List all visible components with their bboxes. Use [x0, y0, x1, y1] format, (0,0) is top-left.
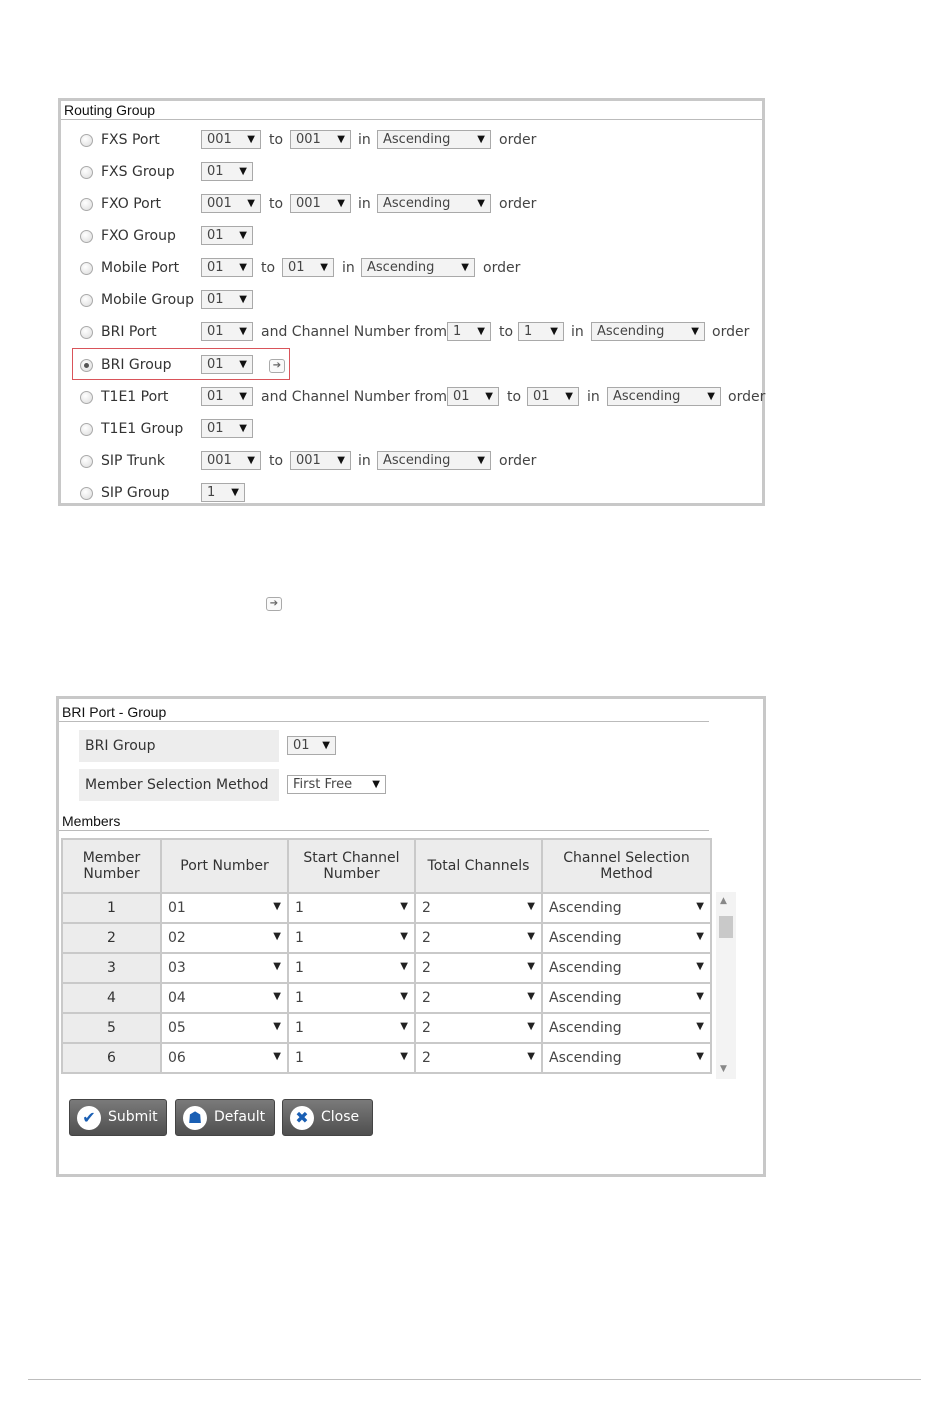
routing-row-bri-port [61, 321, 768, 345]
dropdown-arrow-icon: ▼ [273, 1051, 281, 1062]
total-channels-cell[interactable]: 2 ▼ [415, 953, 542, 983]
total-channels-cell[interactable]: 2 ▼ [415, 983, 542, 1013]
divider [61, 119, 762, 120]
in-text: in [342, 260, 355, 276]
row-label: BRI Port [101, 324, 157, 340]
port-select[interactable]: 01 ▼ [201, 387, 253, 406]
dropdown-arrow-icon: ▼ [691, 326, 699, 337]
member-selection-method-select[interactable]: First Free ▼ [287, 775, 386, 794]
dropdown-arrow-icon: ▼ [231, 487, 239, 498]
row-label: FXS Port [101, 132, 160, 148]
dropdown-arrow-icon: ▼ [239, 359, 247, 370]
from-select[interactable]: 001 ▼ [201, 194, 261, 213]
group-select[interactable]: 01 ▼ [201, 162, 253, 181]
row-label: SIP Group [101, 485, 170, 501]
radio-fxs-group[interactable] [80, 166, 93, 179]
members-table [61, 838, 712, 1074]
port-number-cell[interactable]: 03 ▼ [161, 953, 288, 983]
dropdown-arrow-icon: ▼ [527, 961, 535, 972]
channel-to-select[interactable]: 01 ▼ [527, 387, 579, 406]
row-label: BRI Group [101, 357, 172, 373]
routing-row-fxs-group [61, 161, 768, 185]
dropdown-arrow-icon: ▼ [477, 134, 485, 145]
dropdown-arrow-icon: ▼ [477, 455, 485, 466]
in-text: in [358, 453, 371, 469]
start-channel-cell[interactable]: 1 ▼ [288, 1013, 415, 1043]
bri-group-label: BRI Group [79, 730, 279, 762]
start-channel-cell[interactable]: 1 ▼ [288, 1043, 415, 1073]
row-label: FXS Group [101, 164, 175, 180]
routing-row-mobile-port [61, 257, 768, 281]
default-button[interactable]: ☗ Default [175, 1099, 275, 1136]
dropdown-arrow-icon: ▼ [239, 262, 247, 273]
to-text: to [499, 324, 514, 340]
table-row [62, 953, 711, 983]
order-select[interactable]: Ascending ▼ [377, 130, 491, 149]
radio-t1e1-port[interactable] [80, 391, 93, 404]
in-text: in [358, 132, 371, 148]
footer-divider [28, 1379, 921, 1380]
routing-row-fxo-group [61, 225, 768, 249]
table-row [62, 983, 711, 1013]
scroll-up-icon[interactable]: ▲ [720, 896, 727, 906]
to-text: to [269, 132, 284, 148]
radio-mobile-port[interactable] [80, 262, 93, 275]
dropdown-arrow-icon: ▼ [400, 901, 408, 912]
routing-row-sip-group [61, 482, 768, 506]
from-select[interactable]: 001 ▼ [201, 451, 261, 470]
dropdown-arrow-icon: ▼ [239, 230, 247, 241]
member-selection-method-label: Member Selection Method [79, 769, 279, 801]
dropdown-arrow-icon: ▼ [400, 931, 408, 942]
dropdown-arrow-icon: ▼ [337, 455, 345, 466]
port-select[interactable]: 01 ▼ [201, 322, 253, 341]
member-number: 4 [62, 983, 161, 1013]
order-select[interactable]: Ascending ▼ [361, 258, 475, 277]
order-text: order [483, 260, 521, 276]
port-number-cell[interactable]: 04 ▼ [161, 983, 288, 1013]
order-select[interactable]: Ascending ▼ [377, 451, 491, 470]
channel-method-cell[interactable]: Ascending ▼ [542, 893, 711, 923]
dropdown-arrow-icon: ▼ [477, 198, 485, 209]
dropdown-arrow-icon: ▼ [322, 740, 330, 751]
dropdown-arrow-icon: ▼ [320, 262, 328, 273]
dropdown-arrow-icon: ▼ [400, 991, 408, 1002]
dropdown-arrow-icon: ▼ [247, 455, 255, 466]
channel-to-select[interactable]: 1 ▼ [518, 322, 564, 341]
dropdown-arrow-icon: ▼ [239, 294, 247, 305]
member-number: 6 [62, 1043, 161, 1073]
dropdown-arrow-icon: ▼ [273, 931, 281, 942]
dropdown-arrow-icon: ▼ [696, 991, 704, 1002]
group-select[interactable]: 01 ▼ [201, 419, 253, 438]
row-label: T1E1 Port [101, 389, 169, 405]
port-number-cell[interactable]: 05 ▼ [161, 1013, 288, 1043]
to-select[interactable]: 001 ▼ [290, 451, 351, 470]
to-text: to [269, 453, 284, 469]
dropdown-arrow-icon: ▼ [550, 326, 558, 337]
total-channels-cell[interactable]: 2 ▼ [415, 1013, 542, 1043]
dropdown-arrow-icon: ▼ [273, 961, 281, 972]
order-select[interactable]: Ascending ▼ [591, 322, 705, 341]
table-scrollbar[interactable] [716, 892, 736, 1079]
radio-fxs-port[interactable] [80, 134, 93, 147]
default-icon: ☗ [183, 1106, 207, 1130]
row-label: SIP Trunk [101, 453, 166, 469]
port-number-cell[interactable]: 06 ▼ [161, 1043, 288, 1073]
routing-row-t1e1-group [61, 418, 768, 442]
in-text: in [587, 389, 600, 405]
check-icon: ✔ [77, 1106, 101, 1130]
row-label: Mobile Port [101, 260, 180, 276]
port-number-cell[interactable]: 01 ▼ [161, 893, 288, 923]
order-select[interactable]: Ascending ▼ [607, 387, 721, 406]
channel-from-select[interactable]: 01 ▼ [447, 387, 499, 406]
routing-row-sip-trunk [61, 450, 768, 474]
dropdown-arrow-icon: ▼ [485, 391, 493, 402]
routing-group-title: Routing Group [64, 102, 156, 118]
start-channel-cell[interactable]: 1 ▼ [288, 893, 415, 923]
from-select[interactable]: 001 ▼ [201, 130, 261, 149]
dropdown-arrow-icon: ▼ [239, 423, 247, 434]
radio-t1e1-group[interactable] [80, 423, 93, 436]
channel-method-cell[interactable]: Ascending ▼ [542, 953, 711, 983]
submit-button[interactable]: ✔ Submit [69, 1099, 167, 1136]
to-select[interactable]: 001 ▼ [290, 130, 351, 149]
row-label: FXO Port [101, 196, 161, 212]
divider [59, 830, 709, 831]
from-select[interactable]: 01 ▼ [201, 258, 253, 277]
start-channel-cell[interactable]: 1 ▼ [288, 983, 415, 1013]
column-header: Total Channels [415, 839, 542, 893]
edit-arrow-icon[interactable]: ➔ [269, 359, 285, 373]
table-row [62, 923, 711, 953]
routing-row-fxs-port [61, 129, 768, 153]
dropdown-arrow-icon: ▼ [372, 779, 380, 790]
dialog-title: BRI Port - Group [62, 704, 167, 720]
column-header: Channel Selection Method [542, 839, 711, 893]
dropdown-arrow-icon: ▼ [273, 991, 281, 1002]
routing-row-fxo-port [61, 193, 768, 217]
routing-group-panel [58, 98, 765, 506]
table-row [62, 1013, 711, 1043]
to-text: to [507, 389, 522, 405]
selected-row-highlight [72, 348, 290, 380]
dropdown-arrow-icon: ▼ [239, 166, 247, 177]
dropdown-arrow-icon: ▼ [527, 1021, 535, 1032]
column-header: Port Number [161, 839, 288, 893]
in-text: in [571, 324, 584, 340]
member-number: 1 [62, 893, 161, 923]
radio-fxo-group[interactable] [80, 230, 93, 243]
to-select[interactable]: 001 ▼ [290, 194, 351, 213]
dropdown-arrow-icon: ▼ [707, 391, 715, 402]
order-text: order [499, 132, 537, 148]
total-channels-cell[interactable]: 2 ▼ [415, 923, 542, 953]
port-number-cell[interactable]: 02 ▼ [161, 923, 288, 953]
order-text: order [499, 453, 537, 469]
close-icon: ✖ [290, 1106, 314, 1130]
dropdown-arrow-icon: ▼ [247, 198, 255, 209]
dropdown-arrow-icon: ▼ [477, 326, 485, 337]
row-label: Mobile Group [101, 292, 194, 308]
bri-group-select[interactable]: 01 ▼ [287, 736, 336, 755]
dropdown-arrow-icon: ▼ [696, 961, 704, 972]
member-number: 3 [62, 953, 161, 983]
dropdown-arrow-icon: ▼ [239, 391, 247, 402]
routing-row-mobile-group [61, 289, 768, 313]
start-channel-cell[interactable]: 1 ▼ [288, 923, 415, 953]
row-label: FXO Group [101, 228, 176, 244]
dropdown-arrow-icon: ▼ [527, 1051, 535, 1062]
channel-from-select[interactable]: 1 ▼ [447, 322, 491, 341]
dropdown-arrow-icon: ▼ [273, 901, 281, 912]
scroll-thumb[interactable] [719, 916, 733, 938]
close-button[interactable]: ✖ Close [282, 1099, 373, 1136]
order-text: order [499, 196, 537, 212]
dropdown-arrow-icon: ▼ [696, 931, 704, 942]
dropdown-arrow-icon: ▼ [273, 1021, 281, 1032]
order-text: order [728, 389, 766, 405]
total-channels-cell[interactable]: 2 ▼ [415, 1043, 542, 1073]
dropdown-arrow-icon: ▼ [461, 262, 469, 273]
member-number: 5 [62, 1013, 161, 1043]
to-text: to [261, 260, 276, 276]
start-channel-cell[interactable]: 1 ▼ [288, 953, 415, 983]
column-header: Member Number [62, 839, 161, 893]
total-channels-cell[interactable]: 2 ▼ [415, 893, 542, 923]
group-select[interactable]: 01 ▼ [201, 355, 253, 374]
group-select[interactable]: 01 ▼ [201, 290, 253, 309]
channel-from-text: and Channel Number from [261, 324, 447, 340]
table-row [62, 893, 711, 923]
dropdown-arrow-icon: ▼ [565, 391, 573, 402]
divider [59, 721, 709, 722]
routing-row-t1e1-port [61, 386, 768, 410]
radio-sip-group[interactable] [80, 487, 93, 500]
channel-method-cell[interactable]: Ascending ▼ [542, 983, 711, 1013]
channel-method-cell[interactable]: Ascending ▼ [542, 1043, 711, 1073]
members-title: Members [62, 813, 121, 829]
order-select[interactable]: Ascending ▼ [377, 194, 491, 213]
dropdown-arrow-icon: ▼ [696, 901, 704, 912]
dropdown-arrow-icon: ▼ [527, 901, 535, 912]
scroll-down-icon[interactable]: ▼ [720, 1064, 727, 1074]
group-select[interactable]: 01 ▼ [201, 226, 253, 245]
table-row [62, 1043, 711, 1073]
dropdown-arrow-icon: ▼ [696, 1021, 704, 1032]
dropdown-arrow-icon: ▼ [696, 1051, 704, 1062]
bri-port-group-dialog [56, 696, 766, 1177]
dropdown-arrow-icon: ▼ [400, 1051, 408, 1062]
radio-fxo-port[interactable] [80, 198, 93, 211]
dropdown-arrow-icon: ▼ [527, 931, 535, 942]
channel-method-cell[interactable]: Ascending ▼ [542, 923, 711, 953]
dropdown-arrow-icon: ▼ [527, 991, 535, 1002]
in-text: in [358, 196, 371, 212]
edit-arrow-icon: ➔ [266, 597, 282, 611]
dropdown-arrow-icon: ▼ [400, 961, 408, 972]
channel-from-text: and Channel Number from [261, 389, 447, 405]
dropdown-arrow-icon: ▼ [337, 198, 345, 209]
dropdown-arrow-icon: ▼ [400, 1021, 408, 1032]
radio-mobile-group[interactable] [80, 294, 93, 307]
to-text: to [269, 196, 284, 212]
dropdown-arrow-icon: ▼ [239, 326, 247, 337]
dropdown-arrow-icon: ▼ [337, 134, 345, 145]
dropdown-arrow-icon: ▼ [247, 134, 255, 145]
to-select[interactable]: 01 ▼ [282, 258, 334, 277]
column-header: Start Channel Number [288, 839, 415, 893]
radio-sip-trunk[interactable] [80, 455, 93, 468]
member-number: 2 [62, 923, 161, 953]
group-select[interactable]: 1 ▼ [201, 483, 245, 502]
channel-method-cell[interactable]: Ascending ▼ [542, 1013, 711, 1043]
order-text: order [712, 324, 750, 340]
row-label: T1E1 Group [101, 421, 184, 437]
radio-bri-port[interactable] [80, 326, 93, 339]
